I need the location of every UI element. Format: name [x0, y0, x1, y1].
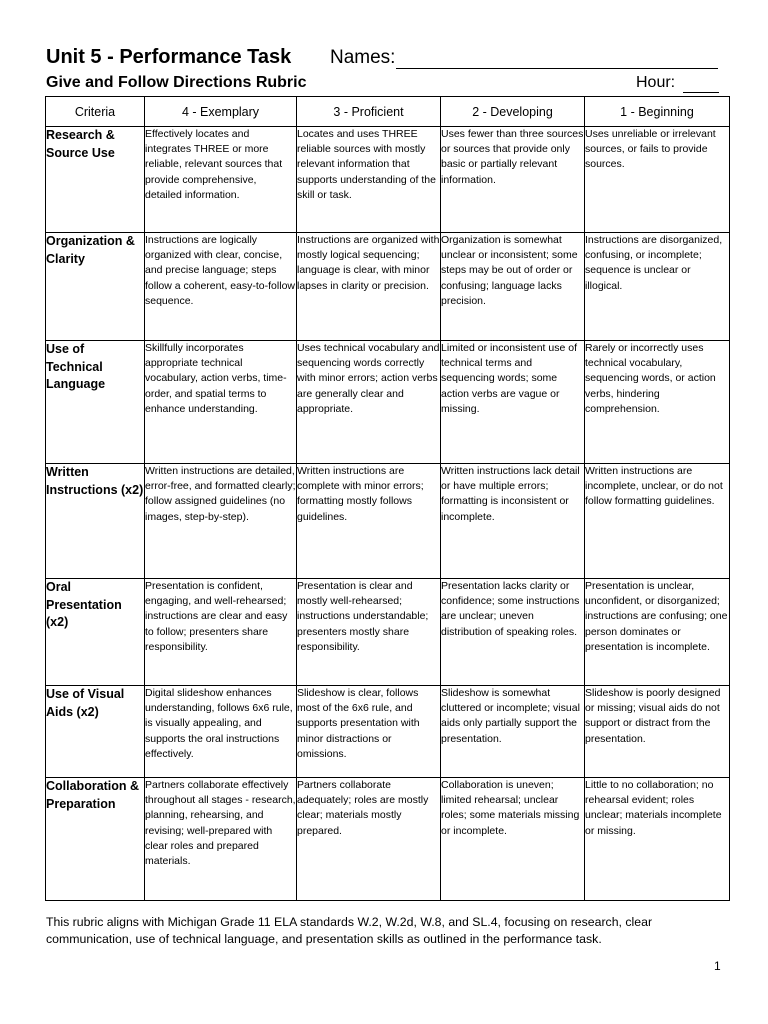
- proficient-cell: Written instructions are complete with minor errors; formatting mostly follows guidelines.: [297, 464, 441, 579]
- proficient-cell: Slideshow is clear, follows most of the 6x6 rule, and supports presentation with minor distractions or omissions.: [297, 686, 441, 778]
- names-blank-line: [396, 68, 718, 69]
- hour-blank-line: [683, 92, 719, 93]
- beginning-cell: Instructions are disorganized, confusing, or incomplete; sequence is unclear or illogical.: [585, 233, 730, 341]
- hour-label: Hour:: [636, 74, 676, 91]
- criterion-cell: Use of Technical Language: [46, 341, 145, 464]
- developing-cell: Slideshow is somewhat cluttered or incomplete; visual aids only partially support the presentation.: [441, 686, 585, 778]
- developing-cell: Uses fewer than three sources or sources that provide only basic or partially relevant information.: [441, 127, 585, 233]
- table-row: [46, 686, 730, 778]
- beginning-cell: Written instructions are incomplete, unclear, or do not follow formatting guidelines.: [585, 464, 730, 579]
- page-title: Unit 5 - Performance Task: [46, 46, 292, 68]
- developing-cell: Written instructions lack detail or have multiple errors; formatting is inconsistent or incomplete.: [441, 464, 585, 579]
- column-header-exemplary: 4 - Exemplary: [145, 97, 297, 127]
- table-header-row: [46, 97, 730, 127]
- beginning-cell: Rarely or incorrectly uses technical vocabulary, sequencing words, or action verbs, hindering comprehension.: [585, 341, 730, 464]
- column-header-developing: 2 - Developing: [441, 97, 585, 127]
- table-row: [46, 579, 730, 686]
- table-row: [46, 233, 730, 341]
- column-header-beginning: 1 - Beginning: [585, 97, 730, 127]
- proficient-cell: Uses technical vocabulary and sequencing words correctly with minor errors; action verbs are generally clear and appropriate.: [297, 341, 441, 464]
- table-row: [46, 464, 730, 579]
- proficient-cell: Partners collaborate adequately; roles are mostly clear; materials mostly prepared.: [297, 778, 441, 901]
- exemplary-cell: Digital slideshow enhances understanding, follows 6x6 rule, is visually appealing, and supports the oral instructions effectively.: [145, 686, 297, 778]
- column-header-criteria: Criteria: [46, 97, 145, 127]
- table-row: [46, 127, 730, 233]
- proficient-cell: Instructions are organized with mostly logical sequencing; language is clear, with minor lapses in clarity or precision.: [297, 233, 441, 341]
- rubric-table: [45, 96, 730, 901]
- criterion-cell: Organization & Clarity: [46, 233, 145, 341]
- criterion-cell: Research & Source Use: [46, 127, 145, 233]
- criterion-cell: Oral Presentation (x2): [46, 579, 145, 686]
- exemplary-cell: Instructions are logically organized with clear, concise, and precise language; steps follow a coherent, easy-to-follow sequence.: [145, 233, 297, 341]
- exemplary-cell: Skillfully incorporates appropriate technical vocabulary, action verbs, time-order, and spatial terms to enhance understanding.: [145, 341, 297, 464]
- developing-cell: Presentation lacks clarity or confidence; some instructions are unclear; uneven distribution of speaking roles.: [441, 579, 585, 686]
- proficient-cell: Locates and uses THREE reliable sources with mostly relevant information that supports understanding of the skill or task.: [297, 127, 441, 233]
- proficient-cell: Presentation is clear and mostly well-rehearsed; instructions understandable; presenters mostly share responsibility.: [297, 579, 441, 686]
- beginning-cell: Slideshow is poorly designed or missing; visual aids do not support or distract from the presentation.: [585, 686, 730, 778]
- title-row: [46, 46, 726, 74]
- criterion-cell: Use of Visual Aids (x2): [46, 686, 145, 778]
- developing-cell: Collaboration is uneven; limited rehearsal; unclear roles; some materials missing or incomplete.: [441, 778, 585, 901]
- rubric-subtitle: Give and Follow Directions Rubric: [46, 74, 307, 91]
- subtitle-row: [46, 74, 728, 96]
- criterion-cell: Collaboration & Preparation: [46, 778, 145, 901]
- table-row: [46, 778, 730, 901]
- page-number: 1: [714, 959, 721, 973]
- criterion-cell: Written Instructions (x2): [46, 464, 145, 579]
- developing-cell: Limited or inconsistent use of technical terms and sequencing words; some action verbs are vague or missing.: [441, 341, 585, 464]
- table-row: [46, 341, 730, 464]
- beginning-cell: Presentation is unclear, unconfident, or disorganized; instructions are confusing; one person dominates or presentation is incomplete.: [585, 579, 730, 686]
- beginning-cell: Little to no collaboration; no rehearsal evident; roles unclear; materials incomplete or missing.: [585, 778, 730, 901]
- beginning-cell: Uses unreliable or irrelevant sources, or fails to provide sources.: [585, 127, 730, 233]
- column-header-proficient: 3 - Proficient: [297, 97, 441, 127]
- exemplary-cell: Written instructions are detailed, error-free, and formatted clearly; follow assigned guidelines (no images, step-by-step).: [145, 464, 297, 579]
- standards-note: This rubric aligns with Michigan Grade 11 ELA standards W.2, W.2d, W.8, and SL.4, focusing on research, clear communication, use of technical language, and presentation skills as outlined in the performance task.: [46, 915, 653, 946]
- names-label: Names:: [330, 47, 396, 68]
- exemplary-cell: Partners collaborate effectively throughout all stages - research, planning, rehearsing, and revising; well-prepared with clear roles and prepared materials.: [145, 778, 297, 901]
- developing-cell: Organization is somewhat unclear or inconsistent; some steps may be out of order or confusing; language lacks precision.: [441, 233, 585, 341]
- exemplary-cell: Effectively locates and integrates THREE or more reliable, relevant sources that provide comprehensive, detailed information.: [145, 127, 297, 233]
- exemplary-cell: Presentation is confident, engaging, and well-rehearsed; instructions are clear and easy to follow; presenters share responsibility.: [145, 579, 297, 686]
